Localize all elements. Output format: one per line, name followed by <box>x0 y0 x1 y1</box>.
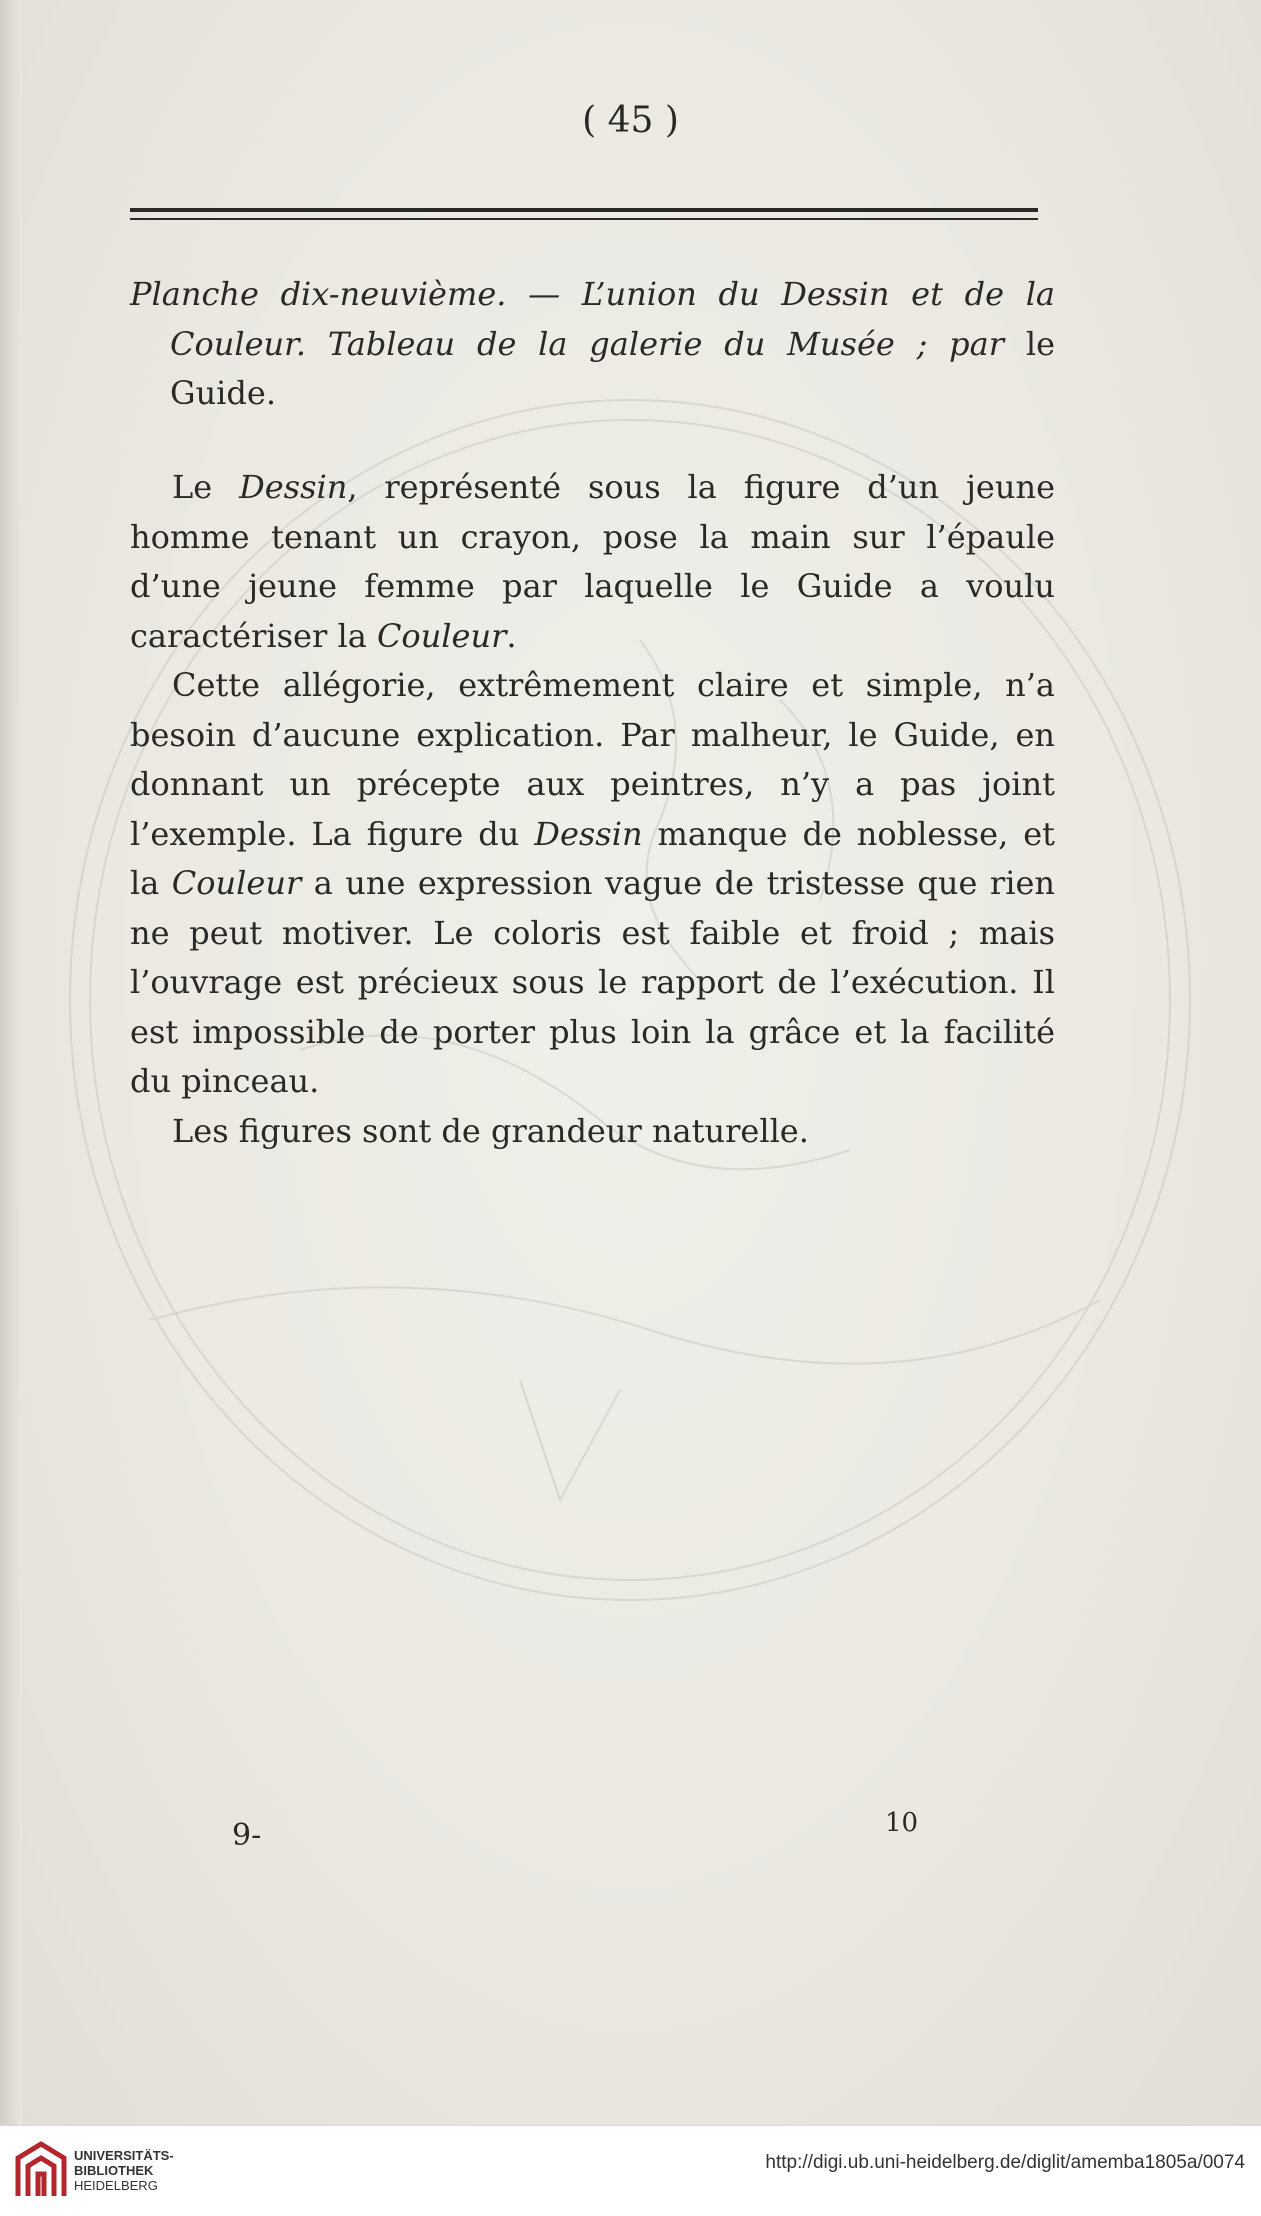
page-binding-edge <box>0 0 22 2125</box>
caption-line: Guide. <box>170 374 276 412</box>
caption-line: Planche dix-neuvième. — L’union du Dessin et de la <box>130 275 1055 313</box>
paragraph: Cette allégorie, extrêmement claire et simple, n’a besoin d’aucune explication. Par malheur, le Guide, en donnant un précepte aux peintres, n’y a pas joint l’exemple. La figure du Dessin manque de noblesse, et la Couleur a une expression vague de tristesse que rien ne peut motiver. Le coloris est faible et froid ; mais l’ouvrage est précieux sous le rapport de l’exécution. Il est impossible de porter plus loin la grâce et la facilité du pinceau. <box>130 666 1056 1100</box>
library-footer <box>0 2125 1261 2216</box>
plate-caption <box>130 270 1055 419</box>
page-number: ( 45 ) <box>582 100 679 141</box>
library-name: UNIVERSITÄTS- BIBLIOTHEK HEIDELBERG <box>74 2148 174 2193</box>
header-rule-thick <box>130 208 1038 212</box>
header-rule-thin <box>130 218 1038 220</box>
heidelberg-library-logo-icon <box>12 2136 70 2202</box>
caption-line: Couleur. Tableau de la galerie du Musée ; par le <box>170 324 1056 363</box>
source-url[interactable]: http://digi.ub.uni-heidelberg.de/diglit/amemba1805a/0074 <box>765 2152 1245 2173</box>
signature-mark-right: 10 <box>885 1808 919 1838</box>
paragraph: Le Dessin, représenté sous la figure d’un jeune homme tenant un crayon, pose la main sur l’épaule d’une jeune femme par laquelle le Guide a voulu caractériser la Couleur. <box>130 468 1056 655</box>
body-text <box>130 463 1055 1156</box>
signature-mark-left: 9- <box>232 1818 262 1853</box>
paragraph: Les figures sont de grandeur naturelle. <box>172 1111 809 1150</box>
